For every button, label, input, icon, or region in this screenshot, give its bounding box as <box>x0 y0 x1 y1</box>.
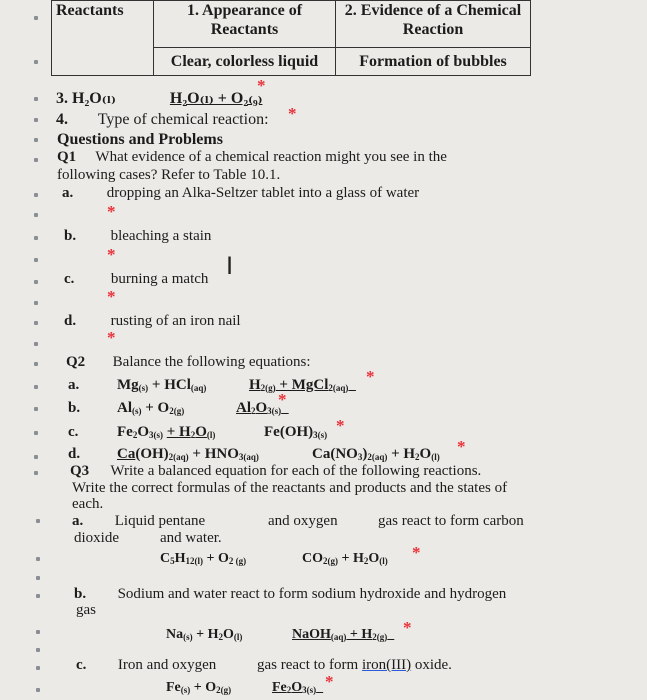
evidence-header-line1: 2. Evidence of a Chemical <box>344 2 522 19</box>
answer-marker: * <box>278 390 287 409</box>
text-cursor-icon: I <box>226 252 234 280</box>
reactants-header-text: Reactants <box>56 2 124 19</box>
q3-text-line1: Write a balanced equation for each of the following reactions. <box>110 463 482 479</box>
q3a-text-part5: and water. <box>160 530 222 546</box>
margin-bullet <box>34 236 38 240</box>
q2-eq-d-products: $Ca(NO_3)_{2(aq)} + H_2O_{(l)}$ <box>312 446 440 462</box>
reactants-header <box>52 1 154 76</box>
margin-bullet <box>34 471 38 475</box>
q3b-text2: gas <box>76 602 96 618</box>
answer-marker: * <box>403 618 412 637</box>
answer-marker: * <box>336 416 345 435</box>
answer-marker: * <box>366 367 375 386</box>
answer-marker: * <box>257 76 266 95</box>
margin-bullet <box>34 213 38 217</box>
margin-bullet <box>36 630 40 634</box>
q2-eq-b-label: b. <box>68 400 81 416</box>
q3c-text-part2: gas react to form <box>257 657 359 673</box>
q3c-products: $Fe_2O_{3(s)}$ <box>272 680 317 695</box>
margin-bullet <box>34 431 38 435</box>
q2-eq-a-products: $H_{2(g)}$ + MgCl$_{2(aq)}$ <box>249 377 349 393</box>
answer-marker: * <box>107 202 116 221</box>
margin-bullet <box>34 193 38 197</box>
q1-item-a-text: dropping an Alka-Seltzer tablet into a glass of water <box>106 185 420 201</box>
margin-bullet <box>34 455 38 459</box>
margin-bullet <box>36 576 40 580</box>
item4-text: Type of chemical reaction: <box>97 111 269 128</box>
margin-bullet <box>34 97 38 101</box>
item3-equation <box>56 88 262 108</box>
evidence-value <box>336 48 531 76</box>
appearance-value-text: Clear, colorless liquid <box>170 53 319 70</box>
q3-prompt-line2: Write the correct formulas of the reactants and products and the states of <box>72 480 508 496</box>
q1-item-c-text: burning a match <box>110 271 209 287</box>
margin-bullet <box>34 280 38 284</box>
appearance-header-line1: 1. Appearance of <box>186 2 303 19</box>
item4-number: 4. <box>56 111 68 128</box>
q3a-line1 <box>72 513 205 530</box>
evidence-header <box>336 1 531 48</box>
q3a-reactants: $C_5H_{12(l)} + O_{2 (g)}$ <box>160 551 247 566</box>
q3b-line1 <box>74 586 506 603</box>
q3a-products: $CO_{2(g)} + H_2O_{(l)}$ <box>302 551 388 566</box>
q2-eq-c-label: c. <box>68 424 79 440</box>
q3a-text-part2: and oxygen <box>268 513 338 529</box>
item3-reactant: H₂O₍ₗ₎ <box>72 90 116 107</box>
q1-item-d-text: rusting of an iron nail <box>110 313 241 329</box>
q1-label: Q1 <box>57 149 77 165</box>
reactants-table <box>51 0 531 76</box>
q3-label: Q3 <box>70 463 90 479</box>
q1-item-a-label: a. <box>62 185 74 201</box>
margin-bullet <box>34 60 38 64</box>
margin-bullet <box>34 16 38 20</box>
q1-item-a <box>62 185 419 202</box>
margin-bullet <box>36 666 40 670</box>
answer-marker: * <box>325 672 334 691</box>
q2-eq-c-products: $Fe(OH)_{3(s)}$ <box>264 424 328 440</box>
q3a-text-part4: dioxide <box>74 530 119 546</box>
q1-text-line1: What evidence of a chemical reaction might you see in the <box>95 149 447 165</box>
margin-bullet <box>34 362 38 366</box>
margin-bullet <box>34 407 38 411</box>
margin-bullet <box>36 648 40 652</box>
margin-bullet <box>34 321 38 325</box>
q1-item-b-text: bleaching a stain <box>110 228 212 244</box>
q3a-text-part1: Liquid pentane <box>114 513 206 529</box>
q3c-reactants: $Fe_{(s)} + O_{2(g)}$ <box>166 680 232 695</box>
margin-bullet <box>36 519 40 523</box>
q1-prompt-line2: following cases? Refer to Table 10.1. <box>57 167 281 183</box>
q1-item-c <box>64 271 208 288</box>
q3c-text-part3: iron(III) <box>361 657 412 673</box>
appearance-header-line2: Reactants <box>210 21 279 38</box>
margin-bullet <box>34 258 38 262</box>
q3b-text: Sodium and water react to form sodium hydroxide and hydrogen <box>117 586 507 602</box>
q3a-text-part3: gas react to form carbon <box>378 513 524 529</box>
section-title: Questions and Problems <box>57 131 223 148</box>
margin-bullet <box>36 594 40 598</box>
q3b-reactants: $Na_{(s)} + H_2O_{(l)}$ <box>166 627 243 642</box>
margin-bullet <box>34 342 38 346</box>
evidence-value-text: Formation of bubbles <box>359 53 507 70</box>
q2-eq-b-reactants: $Al_{(s)} + O_{2(g)}$ <box>117 400 185 416</box>
q3c-line1 <box>76 657 216 674</box>
margin-bullet <box>34 385 38 389</box>
answer-marker: * <box>412 543 421 562</box>
q3c-text-part4: oxide. <box>414 657 452 673</box>
q1-prompt-line1 <box>57 149 447 166</box>
appearance-value <box>154 48 336 76</box>
q3-prompt-line1 <box>70 463 481 480</box>
q2-eq-d-reactants: $Ca(OH)_{2(aq)} + HNO_{3(aq)}$ <box>117 446 259 462</box>
margin-bullet <box>34 118 38 122</box>
q2-prompt <box>66 354 311 371</box>
q2-eq-a-label: a. <box>68 377 80 393</box>
q3b-products: NaOH$_{(aq)}$ + $H_{2(g)}$ <box>292 627 388 642</box>
q3b-label: b. <box>74 586 87 602</box>
margin-bullet <box>34 301 38 305</box>
item3-products: H₂O₍ₗ₎ + O₂₍₉₎ <box>169 90 263 107</box>
q1-item-d-label: d. <box>64 313 77 329</box>
q3-prompt-line3: each. <box>72 496 104 512</box>
answer-marker: * <box>107 287 116 306</box>
q2-eq-b-products: $Al_2O_{3(s)}$ <box>236 400 282 416</box>
q1-item-d <box>64 313 241 330</box>
q3c-text-rest <box>257 657 452 674</box>
q2-label: Q2 <box>66 354 86 370</box>
answer-marker: * <box>457 437 466 456</box>
q3c-text-part1: Iron and oxygen <box>117 657 217 673</box>
margin-bullet <box>34 158 38 162</box>
item3-number: 3. <box>56 90 68 107</box>
evidence-header-line2: Reaction <box>402 21 464 38</box>
appearance-header <box>154 1 336 48</box>
answer-marker: * <box>107 245 116 264</box>
q2-text: Balance the following equations: <box>112 354 311 370</box>
item4-line <box>56 111 269 129</box>
margin-bullet <box>36 688 40 692</box>
margin-bullet <box>36 557 40 561</box>
answer-marker: * <box>107 328 116 347</box>
margin-bullet <box>34 138 38 142</box>
q3c-label: c. <box>76 657 87 673</box>
q2-eq-a-reactants: $Mg_{(s)} + HCl_{(aq)}$ <box>117 377 207 393</box>
q3a-label: a. <box>72 513 84 529</box>
answer-marker: * <box>288 104 297 123</box>
q2-eq-d-label: d. <box>68 446 81 462</box>
q2-eq-c-reactants: $Fe_2O_{3(s)} + H_2O_{(l)}$ <box>117 424 216 440</box>
q1-item-b-label: b. <box>64 228 77 244</box>
q1-item-b <box>64 228 211 245</box>
q1-item-c-label: c. <box>64 271 75 287</box>
